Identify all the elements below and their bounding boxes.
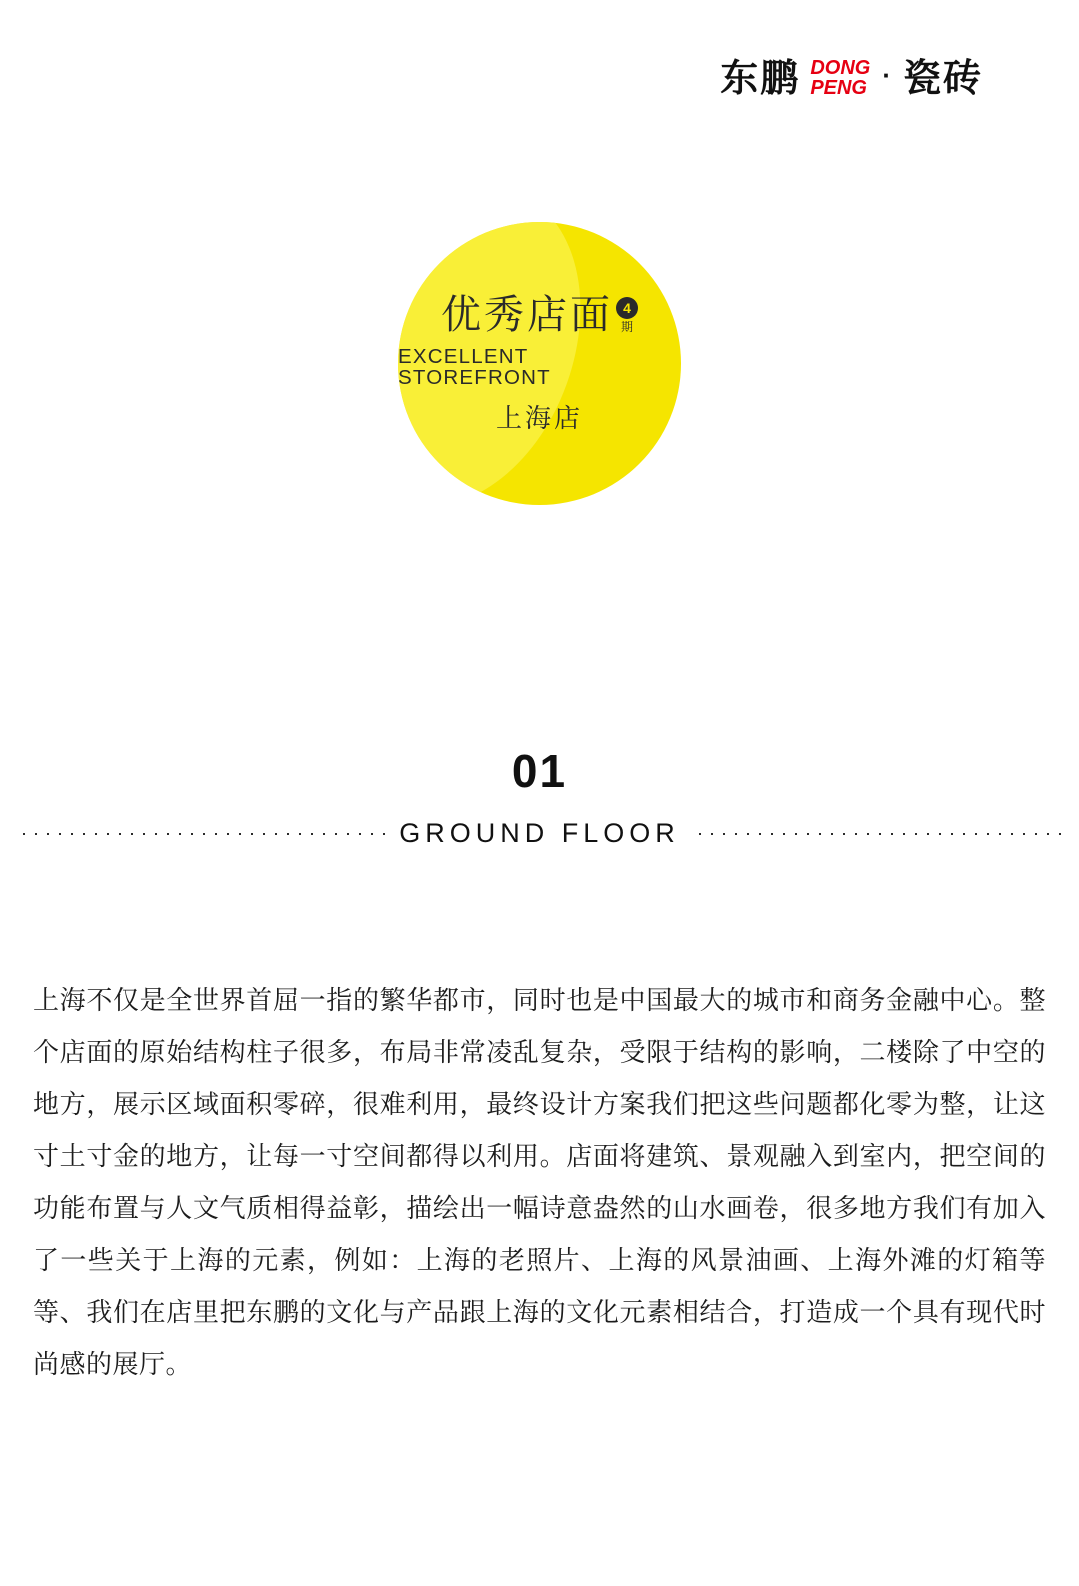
badge-issue-number: 4 [616,297,638,319]
brand-product-cn: 瓷砖 [902,56,983,101]
excellent-storefront-badge [398,222,681,505]
brand-name-en [810,58,870,99]
brand-logo [720,58,983,99]
badge-container [0,222,1079,505]
brand-separator-dot: · [882,60,891,91]
brand-name-cn: 东鹏 [720,56,801,101]
section-number: 01 [511,745,568,797]
badge-issue [616,297,638,333]
badge-title-cn: 优秀店面 [441,292,613,338]
badge-title-en: EXCELLENT STOREFRONT [398,345,551,389]
divider-dots-left [18,833,385,835]
section-divider [0,818,1079,849]
badge-city-label: 上海店 [495,404,583,434]
badge-title-row [441,292,638,338]
badge-content [398,292,681,434]
brand-name-en-line2: PENG [810,77,867,100]
brand-name-en-line1: DONG [810,57,871,79]
section-label: GROUND FLOOR [399,818,680,848]
badge-issue-unit: 期 [620,320,633,334]
divider-dots-right [694,833,1061,835]
body-paragraph: 上海不仅是全世界首屈一指的繁华都市，同时也是中国最大的城市和商务金融中心。整个店面的原始结构柱子很多，布局非常凌乱复杂，受限于结构的影响，二楼除了中空的地方，展示区域面积零碎，很难利用，最终设计方案我们把这些问题都化零为整，让这寸土寸金的地方，让每一寸空间都得以利用。店面将建筑、景观融入到室内，把空间的功能布置与人文气质相得益彰，描绘出一幅诗意盎然的山水画卷，很多地方我们有加入了一些关于上海的元素，例如：上海的老照片、上海的风景油画、上海外滩的灯箱等等、我们在店里把东鹏的文化与产品跟上海的文化元素相结合，打造成一个具有现代时尚感的展厅。 [33,986,1046,1380]
